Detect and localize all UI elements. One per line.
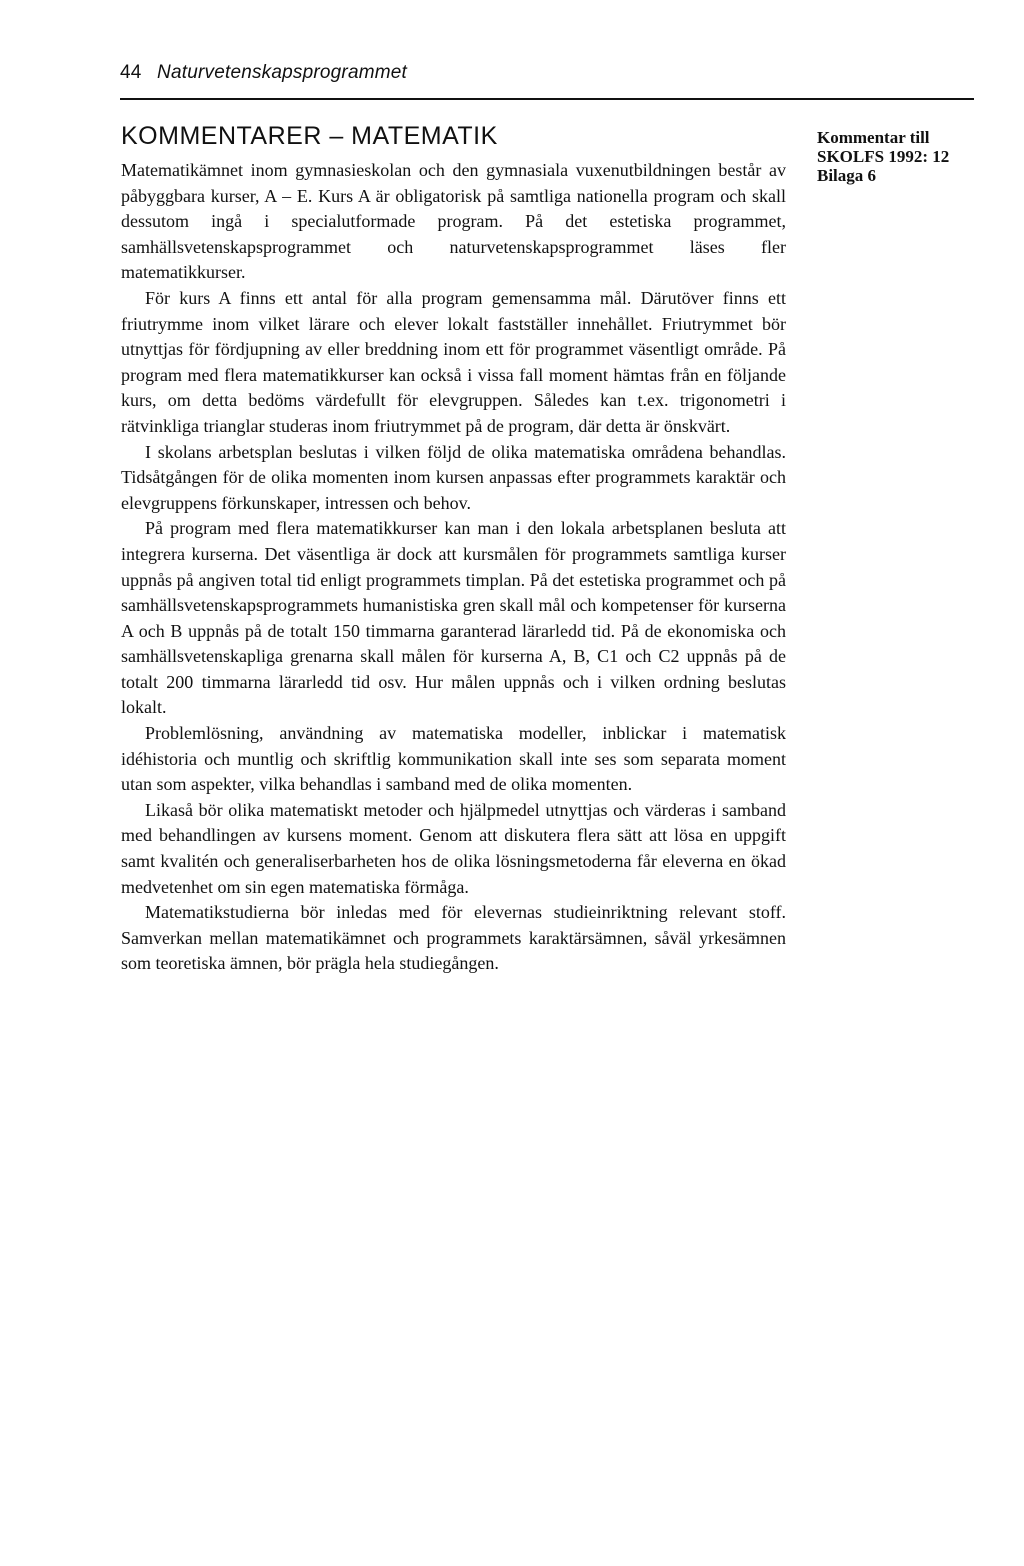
page-number: 44 <box>120 62 142 83</box>
margin-note-line-1: Kommentar till <box>817 128 930 147</box>
body-text <box>121 158 786 977</box>
paragraph: I skolans arbetsplan beslutas i vilken följd de olika matematiska områdena behandlas. Tidsåtgången för de olika momenten inom kursen anpassas efter programmets karaktär och elevgruppens förkunskaper, intressen och behov. <box>121 441 786 513</box>
header-rule <box>120 98 974 100</box>
paragraph: Likaså bör olika matematiskt metoder och hjälpmedel utnyttjas och värderas i samband med behandlingen av kursens moment. Genom att diskutera flera sätt att lösa en uppgift samt kvalitén och generaliserbarheten hos de olika lösningsmetoderna får eleverna en ökad medvetenhet om sin egen matematiska förmåga. <box>121 799 786 897</box>
paragraph: På program med flera matematikkurser kan man i den lokala arbetsplanen besluta att integrera kurserna. Det väsentliga är dock att kursmålen för programmets samtliga kurser uppnås på angiven total tid enligt programmets timplan. På det estetiska programmet och på samhällsvetenskapsprogrammets humanistiska gren skall mål och kompetenser för kurserna A och B uppnås på de totalt 150 timmarna garanterad lärarledd tid. På de ekonomiska och samhällsvetenskapliga grenarna skall målen för kurserna A, B, C1 och C2 uppnås på de totalt 200 timmarna lärarledd tid osv. Hur målen uppnås och i vilken ordning beslutas lokalt. <box>121 518 786 718</box>
margin-note <box>817 128 987 185</box>
paragraph: Matematikstudierna bör inledas med för elevernas studieinriktning relevant stoff. Samverkan mellan matematikämnet och programmets karaktärsämnen, såväl yrkesämnen som teoretiska ämnen, bör prägla hela studiegången. <box>121 902 786 974</box>
margin-note-line-2: SKOLFS 1992: 12 <box>817 147 950 166</box>
paragraph: Matematikämnet inom gymnasieskolan och den gymnasiala vuxenutbildningen består av påbyggbara kurser, A – E. Kurs A är obligatorisk på samtliga nationella program och skall dessutom ingå i specialutformade program. På det estetiska programmet, samhällsvetenskapsprogrammet och naturvetenskapsprogrammet läses fler matematikkurser. <box>121 160 786 283</box>
paragraph: Problemlösning, användning av matematiska modeller, inblickar i matematisk idéhistoria och muntlig och skriftlig kommunikation skall inte ses som separata moment utan som aspekter, vilka behandlas i samband med de olika momenten. <box>121 723 786 795</box>
section-title: KOMMENTARER – MATEMATIK <box>121 122 498 150</box>
running-header <box>120 62 407 84</box>
margin-note-line-3: Bilaga 6 <box>817 166 877 185</box>
running-title: Naturvetenskapsprogrammet <box>157 62 408 83</box>
paragraph: För kurs A finns ett antal för alla program gemensamma mål. Därutöver finns ett friutrymme inom vilket lärare och elever lokalt fastställer innehållet. Friutrymmet bör utnyttjas för fördjupning av eller breddning inom ett för programmet väsentligt område. På program med flera matematikkurser kan också i vissa fall moment hämtas från en följande kurs, om detta bedöms värdefullt för elevgruppen. Således kan t.ex. trigonometri i rätvinkliga trianglar studeras inom friutrymmet på de program, där detta är önskvärt. <box>121 287 786 436</box>
